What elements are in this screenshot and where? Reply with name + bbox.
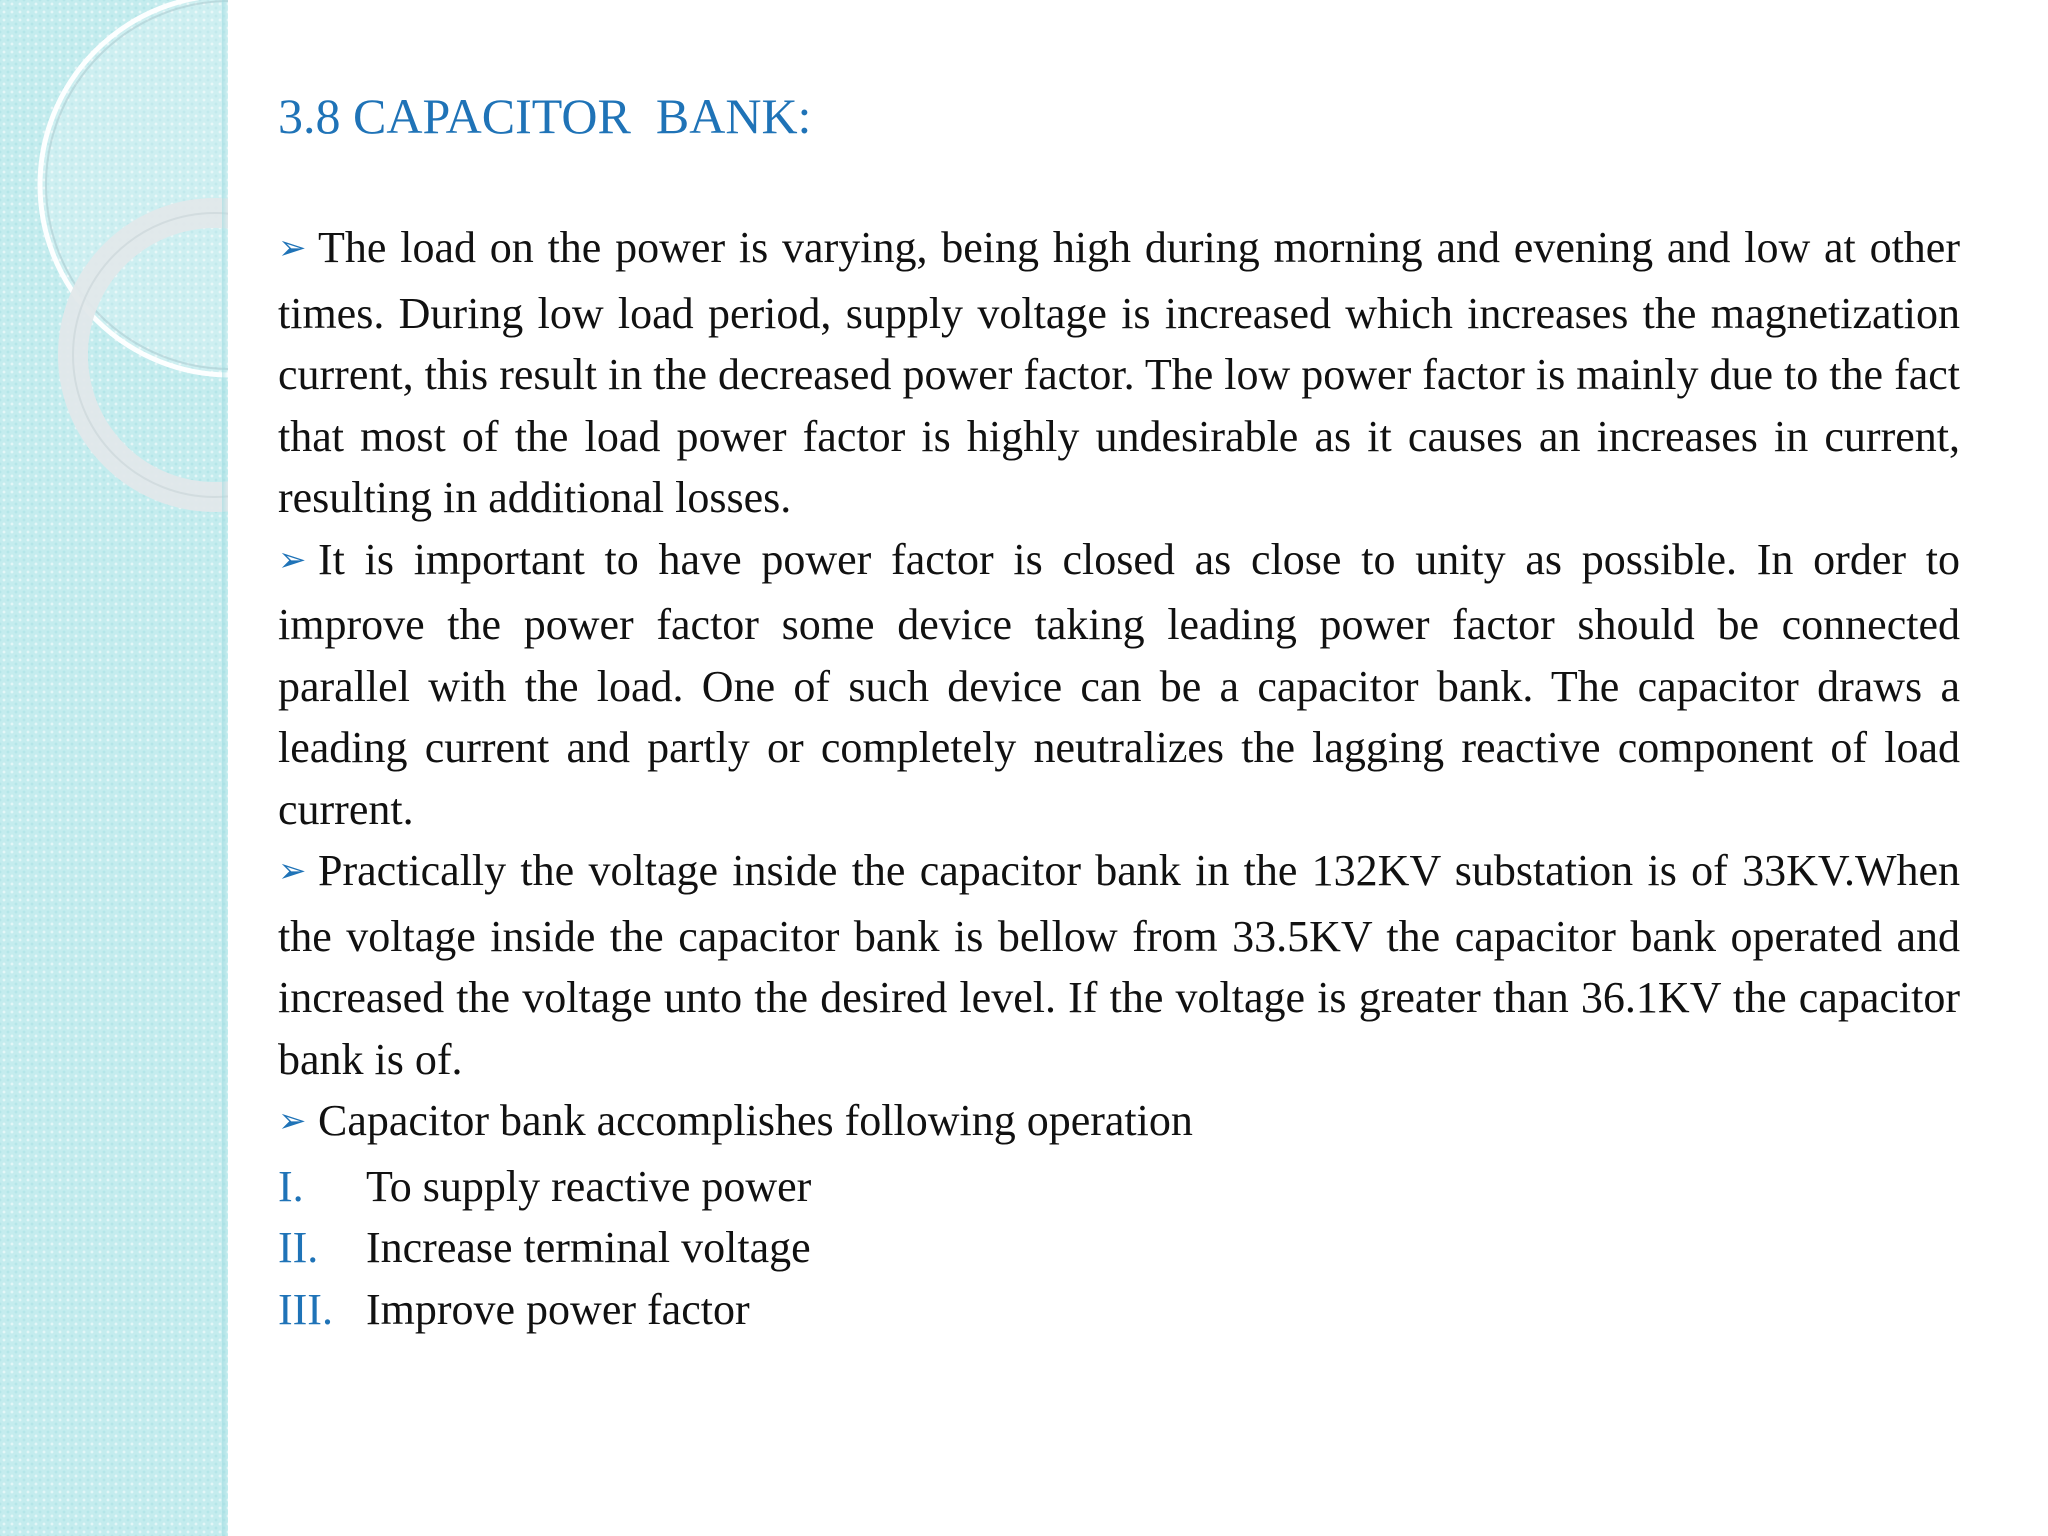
arrow-bullet-icon: ➢ [278, 539, 307, 580]
slide-content [278, 217, 1960, 1340]
arrow-bullet-icon: ➢ [278, 851, 307, 891]
list-numeral: III. [278, 1284, 333, 1334]
list-numeral: I. [278, 1161, 304, 1211]
band-edge [222, 0, 228, 1536]
list-item [278, 1156, 1960, 1218]
paragraph-voltage [278, 840, 1960, 1090]
paragraph-text: Capacitor bank accomplishes following operation [318, 1096, 1193, 1145]
arrow-bullet-icon: ➢ [278, 228, 307, 268]
decorative-rings [0, 0, 228, 1536]
paragraph-text: Practically the voltage inside the capacitor bank in the 132KV substation is of 33KV.When the voltage inside the capacitor bank is bellow from 33.5KV the capacitor bank operated and increased the voltage unto the desired level. If the voltage is greater than 36.1KV the capacitor bank is of. [278, 846, 1960, 1084]
paragraph-operations-intro [278, 1090, 1960, 1156]
arrow-bullet-icon: ➢ [278, 1101, 307, 1141]
paragraph-text: The load on the power is varying, being high during morning and evening and low at other times. During low load period, supply voltage is increased which increases the magnetization current, this result in the decreased power factor. The low power factor is mainly due to the fact that most of the load power factor is highly undesirable as it causes an increases in current, resulting in additional losses. [278, 223, 1960, 522]
list-item-text: Improve power factor [366, 1284, 750, 1334]
paragraph-text: It is important to have power factor is closed as close to unity as possible. In order to improve the power factor some device taking leading power factor should be connected parallel with the load. One of such device can be a capacitor bank. The capacitor draws a leading current and partly or completely neutralizes the lagging reactive component of load current. [278, 534, 1960, 834]
operations-list [278, 1156, 1960, 1341]
list-item-text: To supply reactive power [366, 1161, 812, 1211]
list-item [278, 1217, 1960, 1279]
paragraph-load-variation [278, 217, 1960, 529]
list-item-text: Increase terminal voltage [366, 1223, 811, 1272]
list-numeral: II. [278, 1223, 319, 1272]
decorative-side-band [0, 0, 228, 1536]
list-item [278, 1279, 1960, 1341]
slide-title: 3.8 CAPACITOR BANK: [278, 88, 812, 144]
paragraph-power-factor [278, 529, 1960, 841]
